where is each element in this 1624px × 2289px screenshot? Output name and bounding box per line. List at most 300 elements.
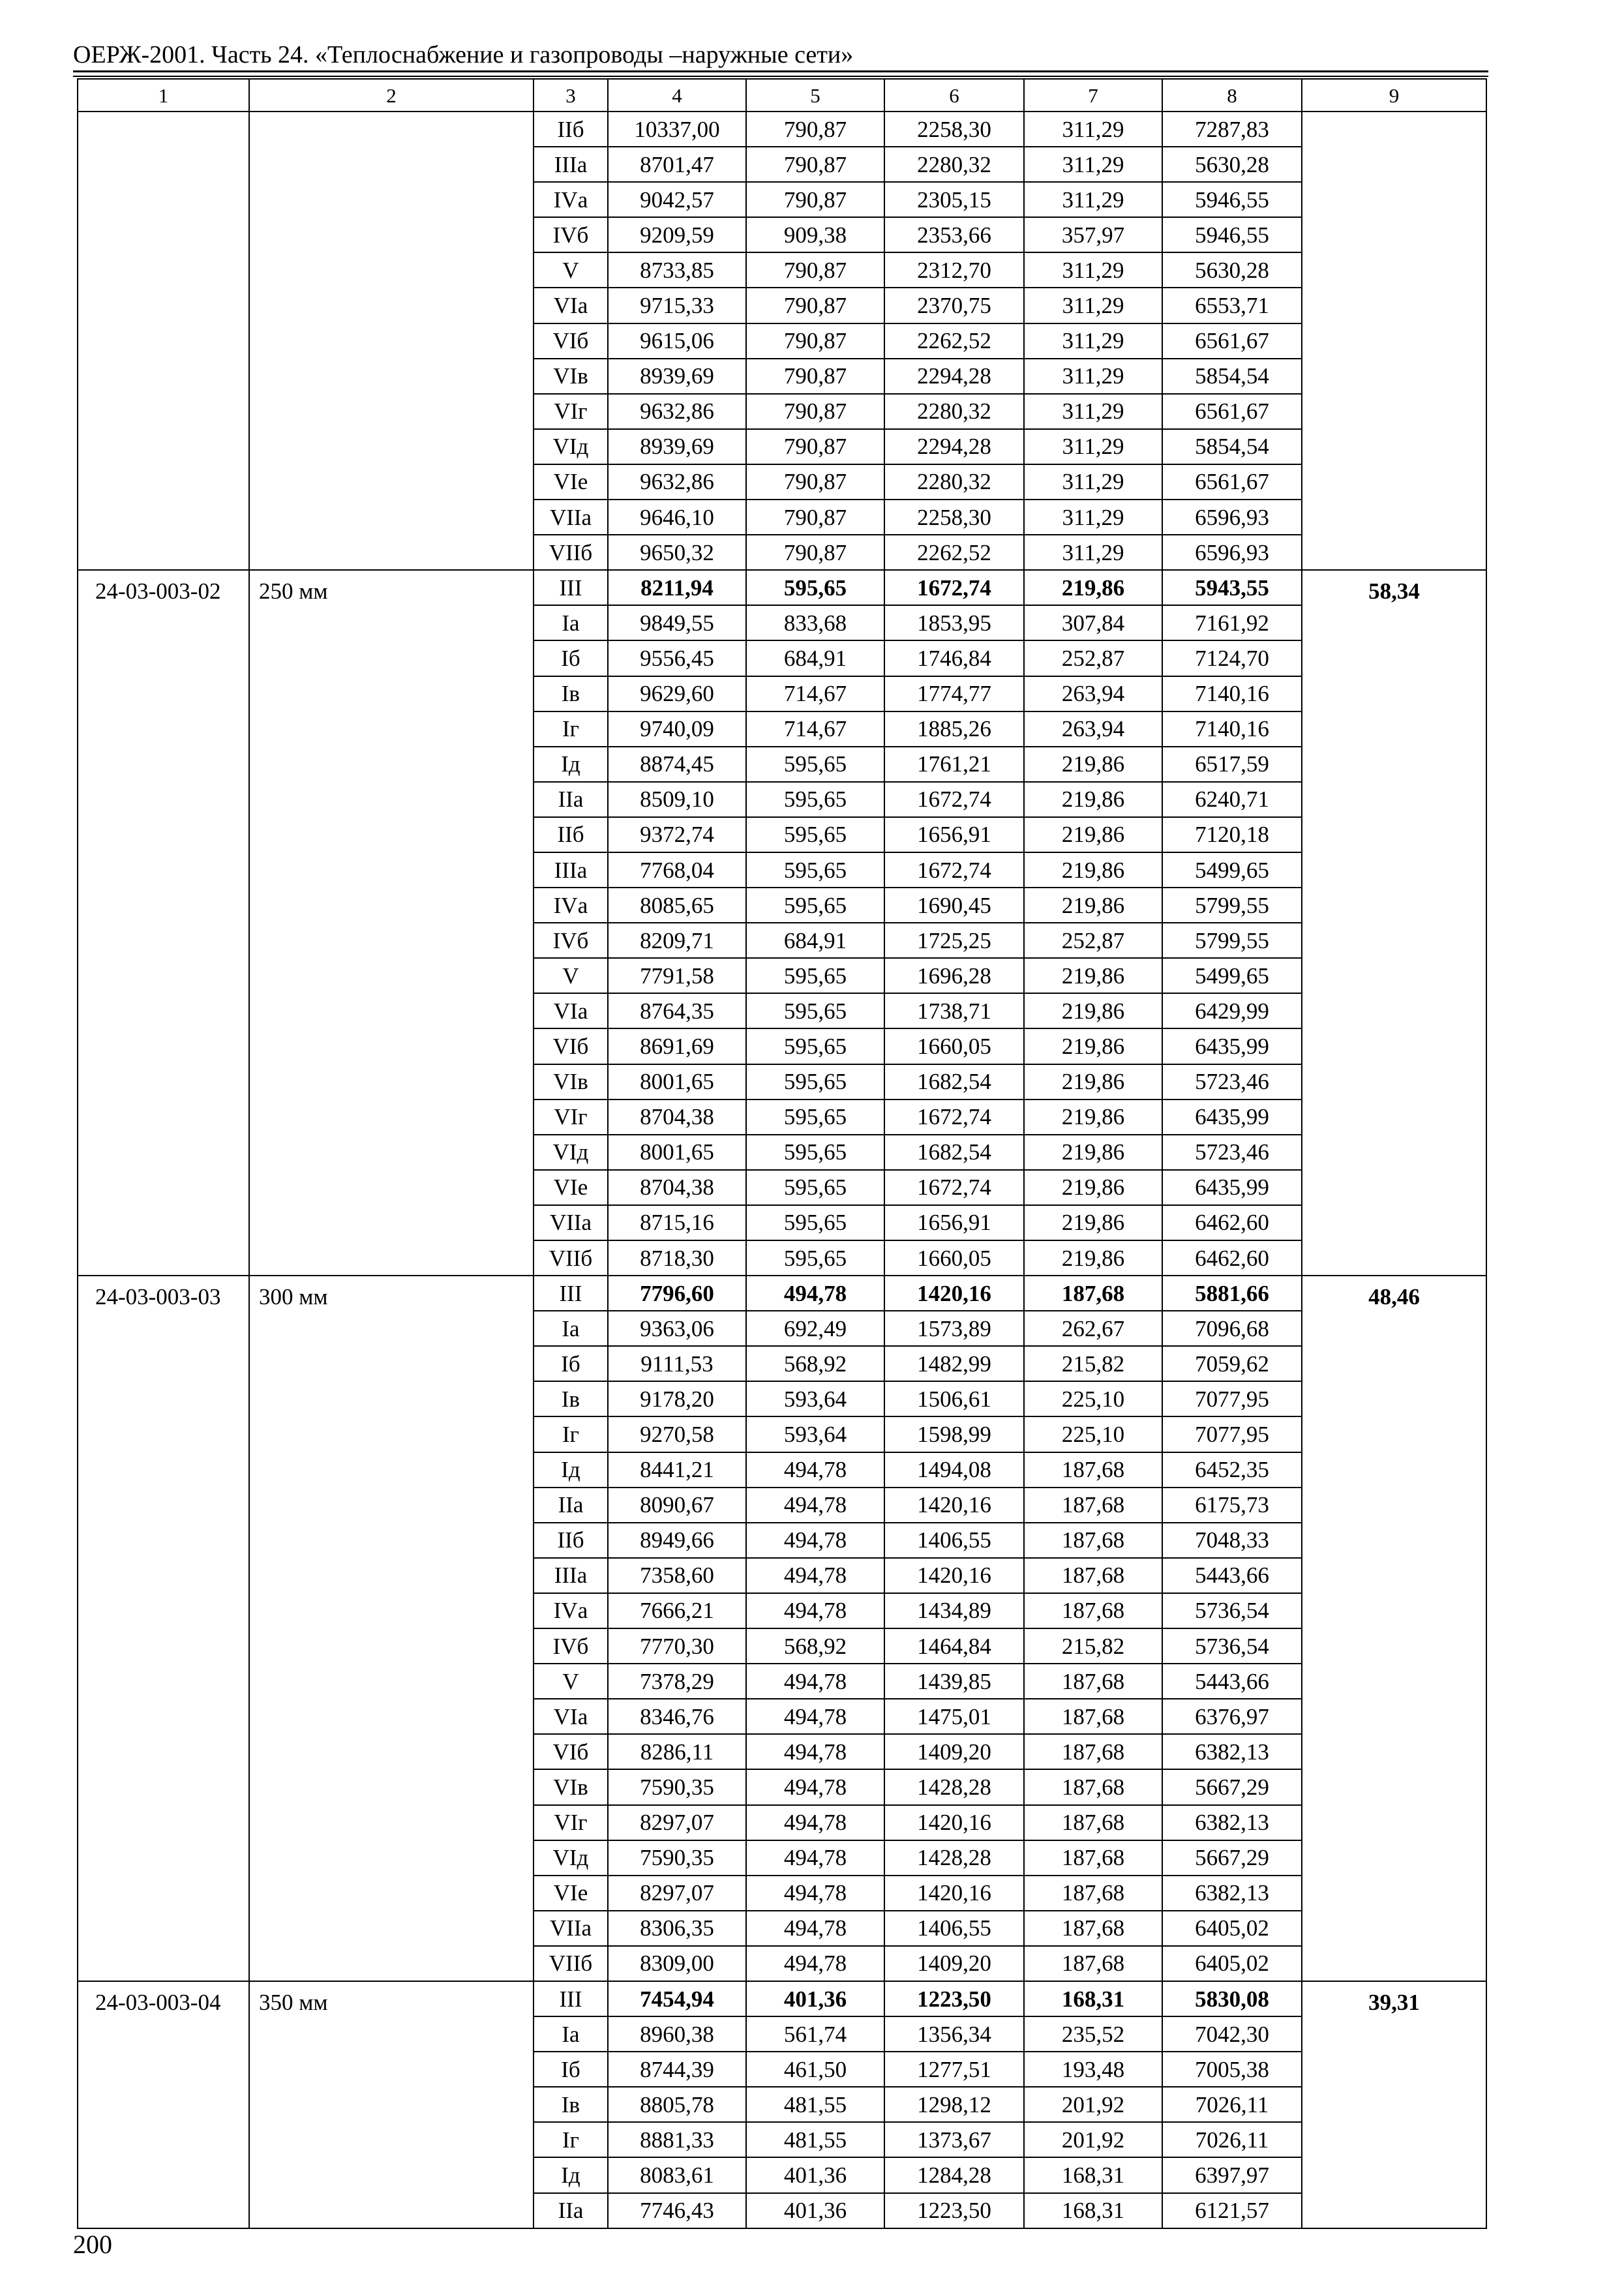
value-cell: 7161,92 [1162, 605, 1302, 640]
zone-cell: VIг [534, 394, 608, 429]
value-cell: 494,78 [746, 1276, 884, 1311]
value-cell: 7096,68 [1162, 1311, 1302, 1346]
value-cell: 1656,91 [884, 817, 1024, 852]
zone-cell: IVб [534, 1628, 608, 1664]
zone-cell: Iб [534, 1346, 608, 1381]
value-cell: 5946,55 [1162, 182, 1302, 217]
value-cell: 225,10 [1024, 1381, 1162, 1416]
column-number: 5 [746, 79, 884, 112]
value-cell: 9715,33 [608, 288, 746, 323]
value-cell: 595,65 [746, 1028, 884, 1064]
value-cell: 6397,97 [1162, 2157, 1302, 2192]
value-cell: 8939,69 [608, 359, 746, 394]
value-cell: 1660,05 [884, 1028, 1024, 1064]
value-cell: 790,87 [746, 252, 884, 288]
value-cell: 494,78 [746, 1840, 884, 1876]
value-cell: 1672,74 [884, 852, 1024, 888]
value-cell: 201,92 [1024, 2122, 1162, 2157]
zone-cell: VIб [534, 1028, 608, 1064]
value-cell: 1223,50 [884, 2193, 1024, 2228]
value-cell: 6435,99 [1162, 1100, 1302, 1135]
value-cell: 8297,07 [608, 1805, 746, 1840]
value-cell: 187,68 [1024, 1840, 1162, 1876]
value-cell: 1682,54 [884, 1135, 1024, 1170]
value-cell: 219,86 [1024, 570, 1162, 605]
value-cell: 9632,86 [608, 464, 746, 500]
value-cell: 5667,29 [1162, 1840, 1302, 1876]
column-number: 1 [78, 79, 249, 112]
value-cell: 595,65 [746, 993, 884, 1028]
value-cell: 1746,84 [884, 640, 1024, 676]
value-cell: 481,55 [746, 2087, 884, 2122]
value-cell: 9849,55 [608, 605, 746, 640]
table-row [78, 570, 1486, 605]
pipe-diameter-cell: 300 мм [249, 1276, 534, 1981]
col9-value-cell: 39,31 [1302, 1981, 1486, 2228]
value-cell: 7770,30 [608, 1628, 746, 1664]
value-cell: 1284,28 [884, 2157, 1024, 2192]
value-cell: 494,78 [746, 1911, 884, 1946]
value-cell: 219,86 [1024, 993, 1162, 1028]
value-cell: 714,67 [746, 676, 884, 711]
value-cell: 187,68 [1024, 1664, 1162, 1699]
zone-cell: VIIа [534, 500, 608, 535]
value-cell: 8960,38 [608, 2016, 746, 2052]
zone-cell: V [534, 1664, 608, 1699]
value-cell: 193,48 [1024, 2052, 1162, 2087]
value-cell: 219,86 [1024, 1170, 1162, 1205]
zone-cell: VIб [534, 323, 608, 359]
value-cell: 7140,16 [1162, 676, 1302, 711]
value-cell: 7140,16 [1162, 711, 1302, 747]
value-cell: 8306,35 [608, 1911, 746, 1946]
value-cell: 1682,54 [884, 1064, 1024, 1100]
value-cell: 1656,91 [884, 1205, 1024, 1240]
value-cell: 5799,55 [1162, 923, 1302, 958]
value-cell: 595,65 [746, 1064, 884, 1100]
zone-cell: VIе [534, 464, 608, 500]
column-number: 8 [1162, 79, 1302, 112]
value-cell: 9629,60 [608, 676, 746, 711]
zone-cell: IIIа [534, 852, 608, 888]
value-cell: 401,36 [746, 2193, 884, 2228]
zone-cell: Iг [534, 1416, 608, 1452]
value-cell: 790,87 [746, 323, 884, 359]
table-row [78, 1276, 1486, 1311]
value-cell: 8691,69 [608, 1028, 746, 1064]
value-cell: 6405,02 [1162, 1911, 1302, 1946]
value-cell: 311,29 [1024, 323, 1162, 359]
value-cell: 201,92 [1024, 2087, 1162, 2122]
value-cell: 9650,32 [608, 535, 746, 570]
value-cell: 168,31 [1024, 2193, 1162, 2228]
value-cell: 1420,16 [884, 1805, 1024, 1840]
value-cell: 790,87 [746, 500, 884, 535]
value-cell: 5943,55 [1162, 570, 1302, 605]
zone-cell: Iб [534, 2052, 608, 2087]
zone-cell: VIв [534, 359, 608, 394]
value-cell: 225,10 [1024, 1416, 1162, 1452]
value-cell: 215,82 [1024, 1628, 1162, 1664]
value-cell: 7378,29 [608, 1664, 746, 1699]
value-cell: 494,78 [746, 1523, 884, 1558]
value-cell: 1373,67 [884, 2122, 1024, 2157]
zone-cell: IVа [534, 888, 608, 923]
column-number: 7 [1024, 79, 1162, 112]
value-cell: 9209,59 [608, 217, 746, 252]
table-row [78, 112, 1486, 147]
value-cell: 7454,94 [608, 1981, 746, 2016]
zone-cell: VIе [534, 1170, 608, 1205]
zone-cell: Iа [534, 1311, 608, 1346]
column-number: 9 [1302, 79, 1486, 112]
value-cell: 2312,70 [884, 252, 1024, 288]
value-cell: 9270,58 [608, 1416, 746, 1452]
zone-cell: VIб [534, 1734, 608, 1769]
zone-cell: IVб [534, 217, 608, 252]
value-cell: 8209,71 [608, 923, 746, 958]
price-table [77, 78, 1487, 2229]
value-cell: 1409,20 [884, 1734, 1024, 1769]
value-cell: 219,86 [1024, 1135, 1162, 1170]
value-cell: 9556,45 [608, 640, 746, 676]
value-cell: 187,68 [1024, 1593, 1162, 1628]
value-cell: 187,68 [1024, 1805, 1162, 1840]
value-cell: 8764,35 [608, 993, 746, 1028]
value-cell: 2280,32 [884, 147, 1024, 182]
value-cell: 684,91 [746, 923, 884, 958]
value-cell: 595,65 [746, 1135, 884, 1170]
value-cell: 1885,26 [884, 711, 1024, 747]
value-cell: 8881,33 [608, 2122, 746, 2157]
value-cell: 5723,46 [1162, 1064, 1302, 1100]
value-cell: 8939,69 [608, 429, 746, 464]
zone-cell: Iа [534, 2016, 608, 2052]
page-number: 200 [73, 2230, 112, 2259]
value-cell: 1420,16 [884, 1876, 1024, 1911]
zone-cell: VIд [534, 1135, 608, 1170]
zone-cell: VIIб [534, 1946, 608, 1981]
value-cell: 6435,99 [1162, 1170, 1302, 1205]
value-cell: 7796,60 [608, 1276, 746, 1311]
value-cell: 1356,34 [884, 2016, 1024, 2052]
value-cell: 494,78 [746, 1452, 884, 1488]
value-cell: 790,87 [746, 112, 884, 147]
value-cell: 311,29 [1024, 500, 1162, 535]
column-number: 4 [608, 79, 746, 112]
value-cell: 168,31 [1024, 2157, 1162, 2192]
value-cell: 219,86 [1024, 1205, 1162, 1240]
value-cell: 593,64 [746, 1381, 884, 1416]
value-cell: 187,68 [1024, 1946, 1162, 1981]
value-cell: 1475,01 [884, 1699, 1024, 1734]
value-cell: 684,91 [746, 640, 884, 676]
value-cell: 1482,99 [884, 1346, 1024, 1381]
value-cell: 8083,61 [608, 2157, 746, 2192]
value-cell: 5723,46 [1162, 1135, 1302, 1170]
value-cell: 1761,21 [884, 747, 1024, 782]
value-cell: 7048,33 [1162, 1523, 1302, 1558]
value-cell: 8085,65 [608, 888, 746, 923]
item-code-cell: 24-03-003-04 [78, 1981, 249, 2228]
value-cell: 6175,73 [1162, 1488, 1302, 1523]
zone-cell: III [534, 570, 608, 605]
value-cell: 8441,21 [608, 1452, 746, 1488]
value-cell: 10337,00 [608, 112, 746, 147]
value-cell: 9363,06 [608, 1311, 746, 1346]
value-cell: 187,68 [1024, 1523, 1162, 1558]
zone-cell: VIIа [534, 1911, 608, 1946]
value-cell: 9615,06 [608, 323, 746, 359]
value-cell: 7590,35 [608, 1840, 746, 1876]
value-cell: 1494,08 [884, 1452, 1024, 1488]
zone-cell: V [534, 958, 608, 993]
value-cell: 5630,28 [1162, 252, 1302, 288]
pipe-diameter-cell: 350 мм [249, 1981, 534, 2228]
value-cell: 219,86 [1024, 782, 1162, 817]
value-cell: 8297,07 [608, 1876, 746, 1911]
value-cell: 187,68 [1024, 1911, 1162, 1946]
value-cell: 1223,50 [884, 1981, 1024, 2016]
value-cell: 5854,54 [1162, 359, 1302, 394]
value-cell: 595,65 [746, 1100, 884, 1135]
item-code-cell: 24-03-003-03 [78, 1276, 249, 1981]
value-cell: 714,67 [746, 711, 884, 747]
value-cell: 219,86 [1024, 817, 1162, 852]
column-number: 2 [249, 79, 534, 112]
item-code-cell: 24-03-003-02 [78, 570, 249, 1276]
value-cell: 9646,10 [608, 500, 746, 535]
value-cell: 2294,28 [884, 429, 1024, 464]
value-cell: 494,78 [746, 1769, 884, 1804]
zone-cell: Iв [534, 676, 608, 711]
value-cell: 8949,66 [608, 1523, 746, 1558]
zone-cell: IVб [534, 923, 608, 958]
value-cell: 9372,74 [608, 817, 746, 852]
value-cell: 235,52 [1024, 2016, 1162, 2052]
value-cell: 1853,95 [884, 605, 1024, 640]
zone-cell: VIа [534, 993, 608, 1028]
zone-cell: VIг [534, 1100, 608, 1135]
value-cell: 6121,57 [1162, 2193, 1302, 2228]
value-cell: 1573,89 [884, 1311, 1024, 1346]
value-cell: 7042,30 [1162, 2016, 1302, 2052]
zone-cell: Iв [534, 1381, 608, 1416]
value-cell: 595,65 [746, 1240, 884, 1276]
value-cell: 5443,66 [1162, 1664, 1302, 1699]
value-cell: 311,29 [1024, 429, 1162, 464]
value-cell: 561,74 [746, 2016, 884, 2052]
value-cell: 494,78 [746, 1558, 884, 1593]
value-cell: 6240,71 [1162, 782, 1302, 817]
value-cell: 8715,16 [608, 1205, 746, 1240]
value-cell: 1406,55 [884, 1911, 1024, 1946]
item-code-cell [78, 112, 249, 570]
value-cell: 494,78 [746, 1876, 884, 1911]
value-cell: 8286,11 [608, 1734, 746, 1769]
zone-cell: V [534, 252, 608, 288]
value-cell: 7287,83 [1162, 112, 1302, 147]
value-cell: 5667,29 [1162, 1769, 1302, 1804]
value-cell: 9042,57 [608, 182, 746, 217]
value-cell: 8211,94 [608, 570, 746, 605]
value-cell: 494,78 [746, 1664, 884, 1699]
value-cell: 1409,20 [884, 1946, 1024, 1981]
zone-cell: Iб [534, 640, 608, 676]
zone-cell: IIIа [534, 1558, 608, 1593]
value-cell: 7120,18 [1162, 817, 1302, 852]
value-cell: 595,65 [746, 958, 884, 993]
value-cell: 7746,43 [608, 2193, 746, 2228]
value-cell: 1672,74 [884, 782, 1024, 817]
value-cell: 2353,66 [884, 217, 1024, 252]
value-cell: 307,84 [1024, 605, 1162, 640]
value-cell: 311,29 [1024, 288, 1162, 323]
value-cell: 311,29 [1024, 252, 1162, 288]
value-cell: 7077,95 [1162, 1416, 1302, 1452]
value-cell: 2305,15 [884, 182, 1024, 217]
value-cell: 568,92 [746, 1346, 884, 1381]
value-cell: 6435,99 [1162, 1028, 1302, 1064]
value-cell: 7590,35 [608, 1769, 746, 1804]
value-cell: 1298,12 [884, 2087, 1024, 2122]
value-cell: 5499,65 [1162, 852, 1302, 888]
value-cell: 595,65 [746, 1205, 884, 1240]
value-cell: 595,65 [746, 570, 884, 605]
value-cell: 1598,99 [884, 1416, 1024, 1452]
column-number: 6 [884, 79, 1024, 112]
value-cell: 790,87 [746, 182, 884, 217]
value-cell: 8704,38 [608, 1170, 746, 1205]
value-cell: 1277,51 [884, 2052, 1024, 2087]
value-cell: 790,87 [746, 288, 884, 323]
value-cell: 2280,32 [884, 394, 1024, 429]
value-cell: 5854,54 [1162, 429, 1302, 464]
column-number: 3 [534, 79, 608, 112]
value-cell: 215,82 [1024, 1346, 1162, 1381]
value-cell: 6596,93 [1162, 500, 1302, 535]
zone-cell: IIIа [534, 147, 608, 182]
value-cell: 187,68 [1024, 1769, 1162, 1804]
pipe-diameter-cell [249, 112, 534, 570]
value-cell: 7026,11 [1162, 2087, 1302, 2122]
value-cell: 2370,75 [884, 288, 1024, 323]
value-cell: 6382,13 [1162, 1876, 1302, 1911]
value-cell: 357,97 [1024, 217, 1162, 252]
value-cell: 1696,28 [884, 958, 1024, 993]
value-cell: 187,68 [1024, 1452, 1162, 1488]
value-cell: 6517,59 [1162, 747, 1302, 782]
value-cell: 5736,54 [1162, 1628, 1302, 1664]
value-cell: 1506,61 [884, 1381, 1024, 1416]
value-cell: 494,78 [746, 1946, 884, 1981]
value-cell: 8718,30 [608, 1240, 746, 1276]
value-cell: 311,29 [1024, 112, 1162, 147]
value-cell: 461,50 [746, 2052, 884, 2087]
value-cell: 790,87 [746, 429, 884, 464]
value-cell: 6596,93 [1162, 535, 1302, 570]
zone-cell: VIIб [534, 535, 608, 570]
value-cell: 595,65 [746, 747, 884, 782]
value-cell: 909,38 [746, 217, 884, 252]
value-cell: 568,92 [746, 1628, 884, 1664]
zone-cell: Iд [534, 2157, 608, 2192]
value-cell: 8309,00 [608, 1946, 746, 1981]
value-cell: 595,65 [746, 817, 884, 852]
zone-cell: IVа [534, 1593, 608, 1628]
value-cell: 6452,35 [1162, 1452, 1302, 1488]
zone-cell: IIа [534, 2193, 608, 2228]
value-cell: 5799,55 [1162, 888, 1302, 923]
value-cell: 252,87 [1024, 923, 1162, 958]
value-cell: 219,86 [1024, 958, 1162, 993]
value-cell: 494,78 [746, 1593, 884, 1628]
zone-cell: VIд [534, 429, 608, 464]
value-cell: 833,68 [746, 605, 884, 640]
zone-cell: VIв [534, 1064, 608, 1100]
value-cell: 8001,65 [608, 1135, 746, 1170]
value-cell: 219,86 [1024, 1100, 1162, 1135]
zone-cell: VIг [534, 1805, 608, 1840]
value-cell: 9632,86 [608, 394, 746, 429]
value-cell: 9740,09 [608, 711, 746, 747]
value-cell: 1672,74 [884, 1100, 1024, 1135]
value-cell: 8509,10 [608, 782, 746, 817]
value-cell: 7791,58 [608, 958, 746, 993]
zone-cell: VIа [534, 1699, 608, 1734]
value-cell: 187,68 [1024, 1558, 1162, 1593]
value-cell: 1774,77 [884, 676, 1024, 711]
zone-cell: IIа [534, 1488, 608, 1523]
zone-cell: Iг [534, 711, 608, 747]
value-cell: 401,36 [746, 1981, 884, 2016]
value-cell: 1464,84 [884, 1628, 1024, 1664]
value-cell: 8805,78 [608, 2087, 746, 2122]
value-cell: 5630,28 [1162, 147, 1302, 182]
zone-cell: IIб [534, 1523, 608, 1558]
value-cell: 8090,67 [608, 1488, 746, 1523]
value-cell: 8701,47 [608, 147, 746, 182]
value-cell: 481,55 [746, 2122, 884, 2157]
value-cell: 311,29 [1024, 394, 1162, 429]
value-cell: 311,29 [1024, 147, 1162, 182]
zone-cell: VIе [534, 1876, 608, 1911]
value-cell: 5736,54 [1162, 1593, 1302, 1628]
value-cell: 595,65 [746, 852, 884, 888]
value-cell: 1428,28 [884, 1840, 1024, 1876]
value-cell: 2294,28 [884, 359, 1024, 394]
value-cell: 2280,32 [884, 464, 1024, 500]
value-cell: 6561,67 [1162, 394, 1302, 429]
value-cell: 219,86 [1024, 747, 1162, 782]
value-cell: 6405,02 [1162, 1946, 1302, 1981]
zone-cell: Iд [534, 747, 608, 782]
value-cell: 311,29 [1024, 359, 1162, 394]
value-cell: 9111,53 [608, 1346, 746, 1381]
value-cell: 1420,16 [884, 1558, 1024, 1593]
table-body [78, 112, 1486, 2228]
value-cell: 187,68 [1024, 1876, 1162, 1911]
value-cell: 5499,65 [1162, 958, 1302, 993]
value-cell: 263,94 [1024, 676, 1162, 711]
value-cell: 6561,67 [1162, 323, 1302, 359]
zone-cell: IIа [534, 782, 608, 817]
zone-cell: VIд [534, 1840, 608, 1876]
value-cell: 8001,65 [608, 1064, 746, 1100]
value-cell: 7768,04 [608, 852, 746, 888]
value-cell: 692,49 [746, 1311, 884, 1346]
value-cell: 790,87 [746, 394, 884, 429]
